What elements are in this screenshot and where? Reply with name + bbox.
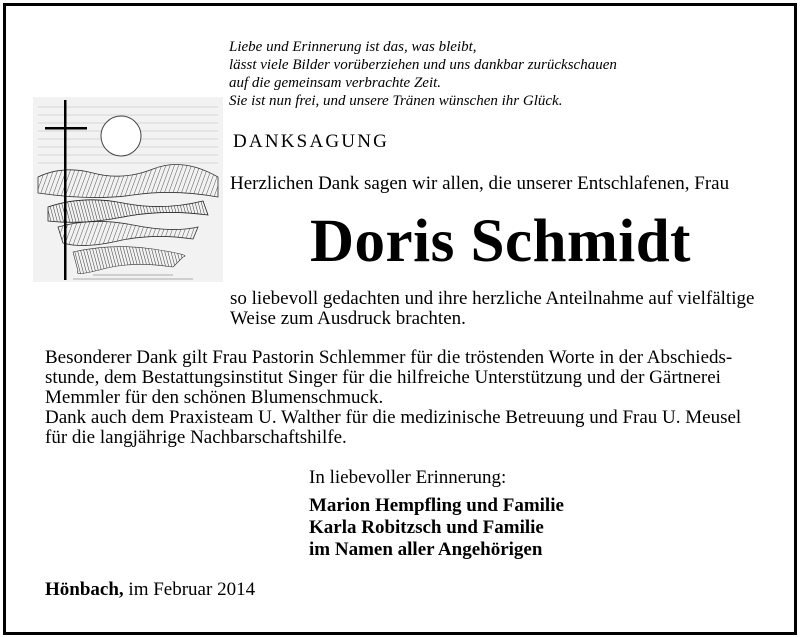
memory-label: In liebevoller Erinnerung:	[309, 467, 507, 488]
after-name-text	[230, 289, 754, 329]
cross-and-sun-landscape-icon	[33, 97, 223, 282]
poem-line: Liebe und Erinnerung ist das, was bleibt,	[229, 39, 477, 55]
place-date	[45, 579, 255, 601]
special-thanks-line: für die langjährige Nachbarschaftshilfe.	[45, 427, 347, 448]
special-thanks-block	[45, 348, 741, 448]
signer-line: Marion Hempfling und Familie	[309, 495, 564, 516]
poem-block	[229, 38, 617, 110]
signer-line: Karla Robitzsch und Familie	[309, 517, 544, 538]
poem-line: lässt viele Bilder vorüberziehen und uns dankbar zurückschauen	[229, 57, 617, 73]
special-thanks-line: Dank auch dem Praxisteam U. Walther für die medizinische Betreuung und Frau U. Meusel	[45, 407, 742, 428]
place-town: Hönbach,	[45, 579, 124, 600]
heading-danksagung: DANKSAGUNG	[233, 131, 390, 152]
place-date-text: im Februar 2014	[128, 579, 256, 600]
special-thanks-line: Memmler für den schönen Blumenschmuck.	[45, 387, 384, 408]
special-thanks-line: stunde, dem Bestattungsinstitut Singer für die hilfreiche Unterstützung und der Gärtnerei	[45, 367, 721, 388]
special-thanks-line: Besonderer Dank gilt Frau Pastorin Schlemmer für die tröstenden Worte in der Abschieds-	[45, 347, 733, 368]
poem-line: auf die gemeinsam verbrachte Zeit.	[229, 75, 442, 91]
signers-block	[309, 495, 564, 561]
intro-text: Herzlichen Dank sagen wir allen, die unserer Entschlafenen, Frau	[230, 173, 730, 194]
poem-line: Sie ist nun frei, und unsere Tränen wünschen ihr Glück.	[229, 93, 563, 109]
after-name-line: so liebevoll gedachten und ihre herzliche Anteilnahme auf vielfältige	[230, 288, 755, 309]
signer-line: im Namen aller Angehörigen	[309, 539, 543, 560]
after-name-line: Weise zum Ausdruck brachten.	[230, 308, 466, 329]
deceased-name: Doris Schmidt	[310, 208, 691, 275]
